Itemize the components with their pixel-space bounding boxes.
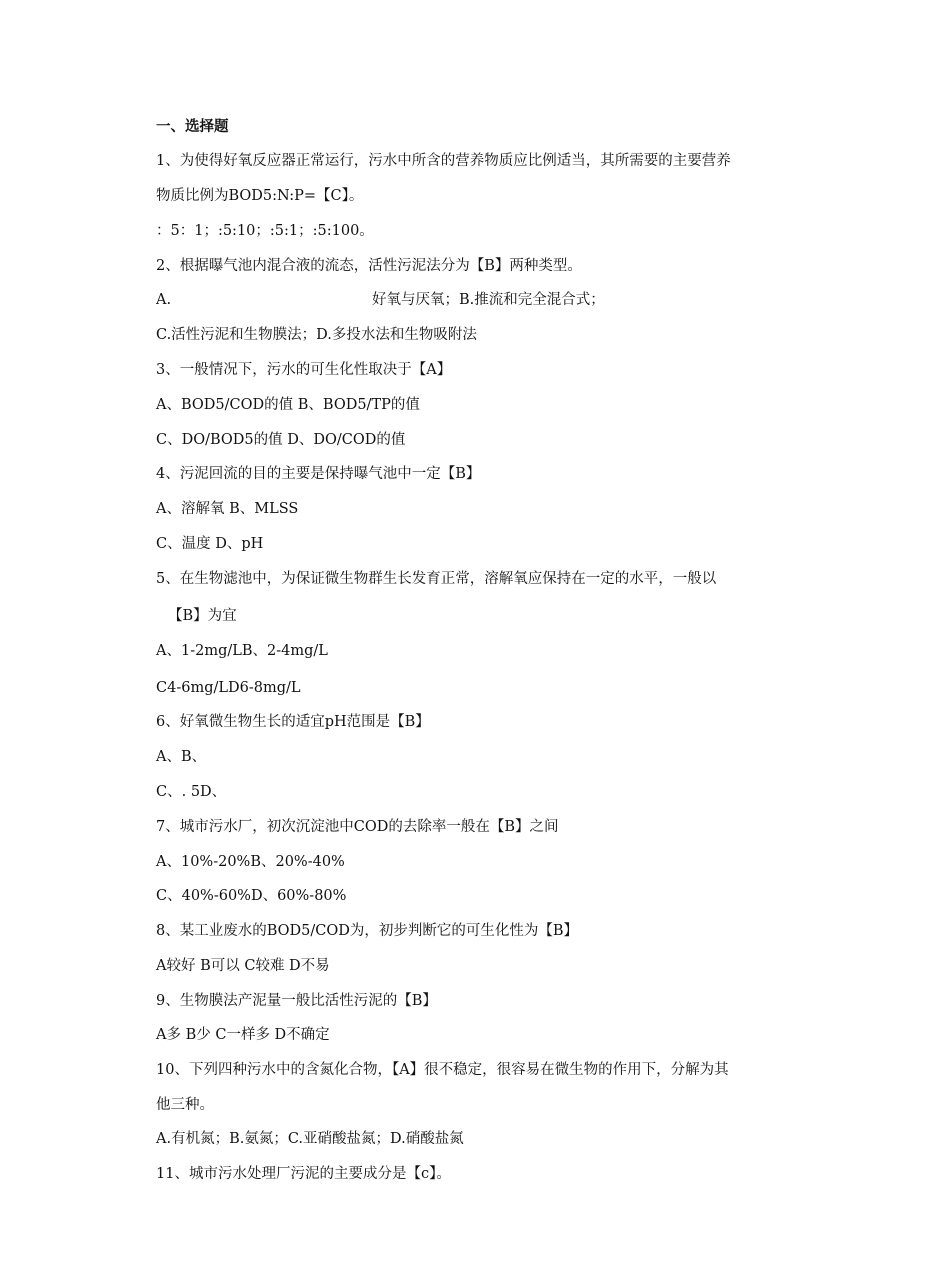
question-7-options-row-2: C、40%-60%D、60%-80% — [156, 888, 347, 904]
question-3-options-row-1: A、BOD5/COD的值 B、BOD5/TP的值 — [156, 397, 420, 413]
section-heading: 一、选择题 — [156, 118, 229, 135]
question-4-options-row-2: C、温度 D、pH — [156, 536, 264, 552]
question-10-options: A.有机氮；B.氨氮；C.亚硝酸盐氮；D.硝酸盐氮 — [156, 1131, 464, 1147]
question-8-options: A较好 B可以 C较难 D不易 — [156, 958, 330, 974]
question-3-options-row-2: C、DO/BOD5的值 D、DO/COD的值 — [156, 432, 406, 448]
question-11: 11、城市污水处理厂污泥的主要成分是【c】。 — [156, 1166, 451, 1182]
question-6: 6、好氧微生物生长的适宜pH范围是【B】 — [156, 714, 430, 730]
question-6-options-row-1: A、B、 — [156, 749, 207, 765]
question-4-options-row-1: A、溶解氧 B、MLSS — [156, 501, 299, 517]
question-2-options-row-1 — [156, 290, 756, 310]
question-9: 9、生物膜法产泥量一般比活性污泥的【B】 — [156, 993, 437, 1009]
question-9-options: A多 B少 C一样多 D不确定 — [156, 1027, 330, 1043]
question-10-line-2: 他三种。 — [156, 1097, 214, 1113]
question-2: 2、根据曝气池内混合液的流态，活性污泥法分为【B】两种类型。 — [156, 258, 582, 274]
question-1-line-1: 1、为使得好氧反应器正常运行，污水中所含的营养物质应比例适当，其所需要的主要营养 — [156, 153, 731, 169]
question-6-options-row-2: C、. 5D、 — [156, 784, 227, 800]
question-8: 8、某工业废水的BOD5/COD为，初步判断它的可生化性为【B】 — [156, 923, 579, 939]
question-5-options-row-2: C4-6mg/LD6-8mg/L — [156, 680, 301, 696]
option-a-label: A. — [156, 292, 172, 308]
question-4: 4、污泥回流的目的主要是保持曝气池中一定【B】 — [156, 466, 481, 482]
question-5-line-2: 【B】为宜 — [168, 608, 237, 624]
question-3: 3、一般情况下，污水的可生化性取决于【A】 — [156, 362, 452, 378]
question-7: 7、城市污水厂，初次沉淀池中COD的去除率一般在【B】之间 — [156, 819, 559, 835]
question-7-options-row-1: A、10%-20%B、20%-40% — [156, 854, 345, 870]
question-10-line-1: 10、下列四种污水中的含氮化合物，【A】很不稳定，很容易在微生物的作用下，分解为其 — [156, 1062, 729, 1078]
question-5-line-1: 5、在生物滤池中，为保证微生物群生长发育正常，溶解氧应保持在一定的水平，一般以 — [156, 571, 717, 587]
question-1-options: ：5：1；:5:10；:5:1；:5:100。 — [156, 223, 374, 239]
question-1-line-2: 物质比例为BOD5:N:P=【C】。 — [156, 188, 364, 204]
question-2-options-row-2: C.活性污泥和生物膜法；D.多投水法和生物吸附法 — [156, 327, 477, 343]
question-5-options-row-1: A、1-2mg/LB、2-4mg/L — [156, 643, 328, 659]
option-a-b-text: 好氧与厌氧；B.推流和完全混合式； — [372, 292, 605, 308]
